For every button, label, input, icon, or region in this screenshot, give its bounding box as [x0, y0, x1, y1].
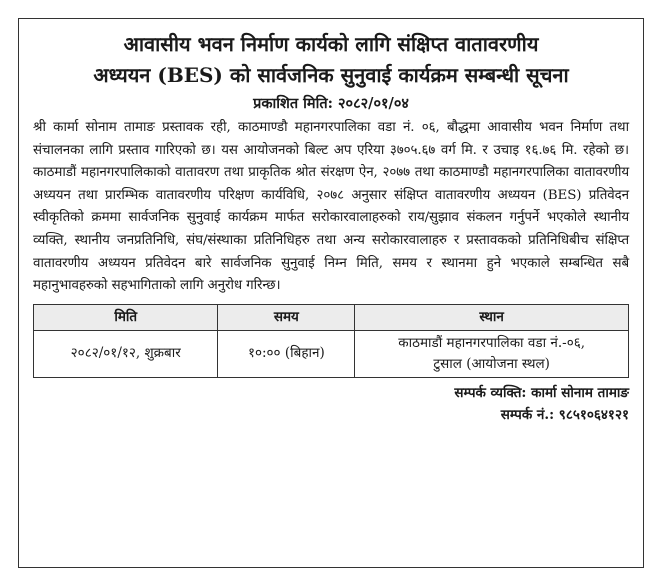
place-line-2: टुसाल (आयोजना स्थल): [433, 355, 550, 372]
hearing-schedule-table: [33, 304, 629, 378]
cell-time: १०:०० (बिहान): [218, 330, 355, 377]
header-time: समय: [218, 304, 355, 330]
cell-place: [355, 330, 629, 377]
table-header-row: [34, 304, 629, 330]
notice-title: [33, 29, 629, 91]
contact-number: सम्पर्क नं.: ९८५१०६४१२१: [500, 406, 629, 423]
published-date: प्रकाशित मिति: २०८२/०१/०४: [253, 95, 409, 112]
cell-date: २०८२/०१/१२, शुक्रबार: [34, 330, 218, 377]
header-place: स्थान: [355, 304, 629, 330]
header-date: मिति: [34, 304, 218, 330]
public-notice: [18, 18, 644, 568]
contact-person: सम्पर्क व्यक्ति: कार्मा सोनाम तामाङ: [454, 384, 629, 401]
title-line-2: अध्ययन (BES) को सार्वजनिक सुनुवाई कार्यक्रम सम्बन्धी सूचना: [93, 63, 569, 87]
contact-block: [33, 382, 629, 426]
place-line-1: काठमाडौं महानगरपालिका वडा नं.-०६,: [398, 334, 586, 351]
notice-body: श्री कार्मा सोनाम तामाङ प्रस्तावक रही, काठमाण्डौ महानगरपालिका वडा नं. ०६, बौद्धमा आवासीय भवन निर्माण तथा संचालनका लागि प्रस्ताव गारिएको छ। यस आयोजनको बिल्ट अप एरिया ३७०५.६७ वर्ग मि. र उचाइ १६.७६ मि. रहेको छ। काठमाडौं महानगरपालिकाको वातावरण तथा प्राकृतिक श्रोत संरक्षण ऐन, २०७७ तथा काठमाण्डौ महानगरपालिका वातावरणीय अध्ययन तथा प्रारम्भिक वातावरणीय परिक्षण कार्यविधि, २०७८ अनुसार संक्षिप्त वातावरणीय अध्ययन (BES) प्रतिवेदन स्वीकृतिको क्रममा सार्वजनिक सुनुवाई कार्यक्रम मार्फत सरोकारवालाहरुको राय/सुझाव संकलन गर्नुपर्ने भएकोले स्थानीय व्यक्ति, स्थानीय जनप्रतिनिधि, संघ/संस्थाका प्रतिनिधिहरु तथा अन्य सरोकारवालाहरु र प्रस्तावकको प्रतिनिधिबीच संक्षिप्त वातावरणीय अध्ययन प्रतिवेदन बारे सार्वजनिक सुनुवाई निम्न मिति, समय र स्थानमा हुने भएकाले सम्बन्धित सबै महानुभावहरुको सहभागिताको लागि अनुरोध गरिन्छ।: [33, 120, 629, 294]
table-row: [34, 330, 629, 377]
title-line-1: आवासीय भवन निर्माण कार्यको लागि संक्षिप्त वातावरणीय: [123, 32, 539, 56]
